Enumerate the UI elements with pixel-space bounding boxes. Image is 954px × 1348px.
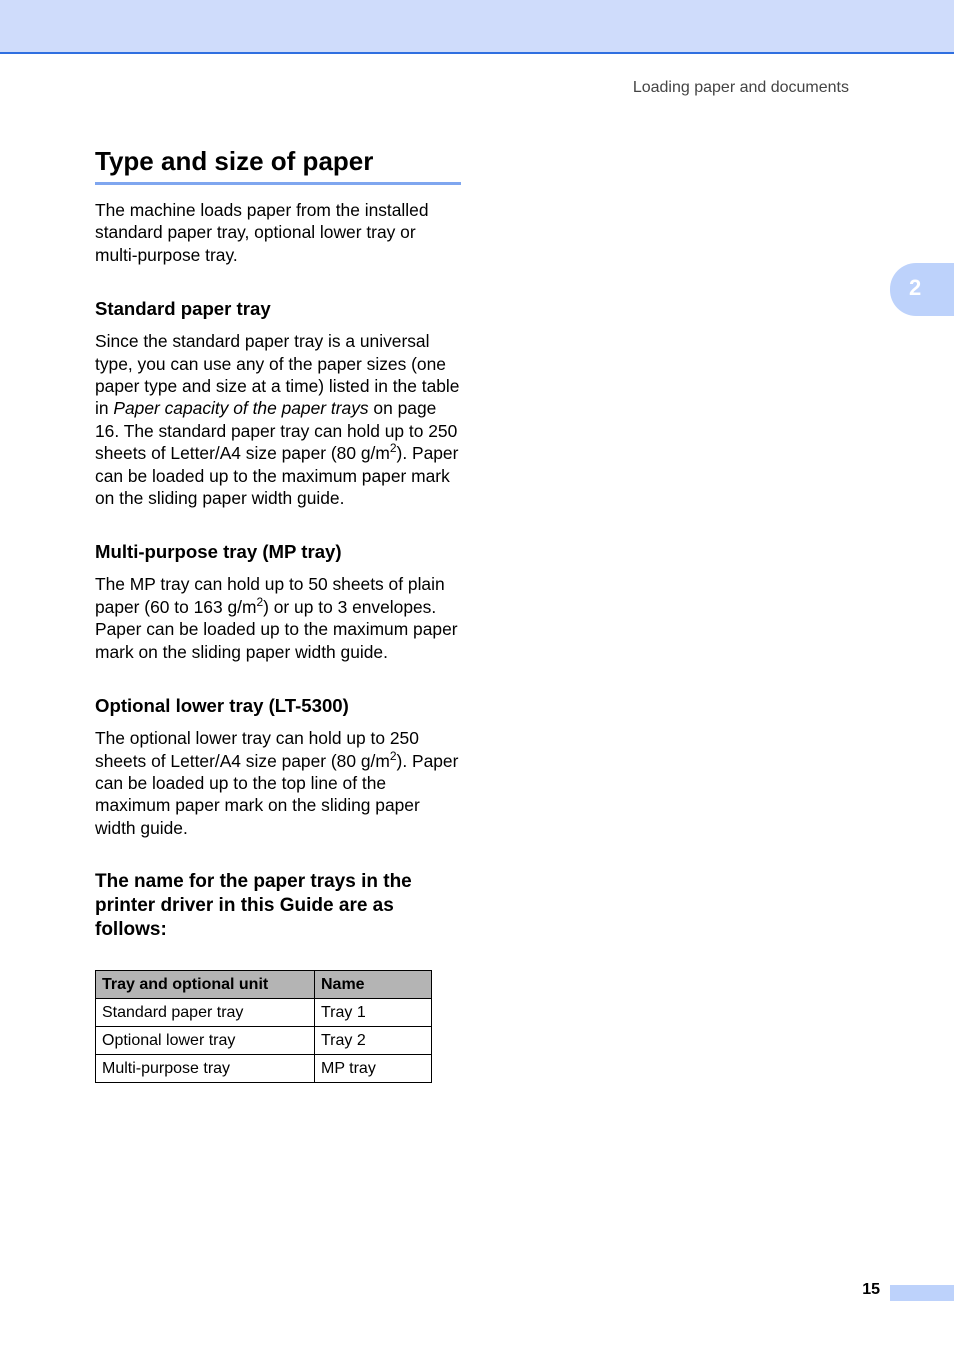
standard-tray-heading: Standard paper tray (95, 298, 271, 320)
mp-tray-text-a: The MP tray can hold up to 50 sheets of plain paper (60 to 163 g/m (95, 574, 445, 617)
section-intro: The machine loads paper from the installed standard paper tray, optional lower tray or multi-purpose tray. (95, 200, 429, 265)
section-title: Type and size of paper (95, 142, 461, 185)
table-cell: Tray 2 (315, 1027, 432, 1055)
paper-capacity-reference: Paper capacity of the paper trays (113, 398, 369, 419)
mp-tray-text (95, 573, 461, 663)
chapter-tab (890, 263, 954, 316)
tray-names-table (95, 970, 432, 1083)
lower-tray-text (95, 727, 461, 839)
lower-tray-heading: Optional lower tray (LT-5300) (95, 695, 349, 717)
table-row (96, 1055, 432, 1083)
lower-tray-text-a: The optional lower tray can hold up to 250 sheets of Letter/A4 size paper (80 g/m (95, 728, 419, 771)
table-row (96, 999, 432, 1027)
table-header-cell: Name (315, 971, 432, 999)
standard-tray-text (95, 330, 461, 509)
table-cell: MP tray (315, 1055, 432, 1083)
page-number: 15 (862, 1281, 880, 1298)
table-cell: Standard paper tray (96, 999, 315, 1027)
table-cell: Tray 1 (315, 999, 432, 1027)
table-cell: Optional lower tray (96, 1027, 315, 1055)
top-header-band (0, 0, 954, 54)
page-number-bar (890, 1285, 954, 1301)
tray-names-heading: The name for the paper trays in the printer driver in this Guide are as follows: (95, 871, 412, 941)
standard-tray-text-c: ). Paper can be loaded up to the maximum paper mark on the sliding paper width guide. (95, 443, 459, 509)
mp-tray-text-b: ) or up to 3 envelopes. Paper can be loaded up to the maximum paper mark on the sliding paper width guide. (95, 596, 458, 662)
table-row (96, 1027, 432, 1055)
lower-tray-text-b: ). Paper can be loaded up to the top line of the maximum paper mark on the sliding paper width guide. (95, 750, 459, 838)
standard-tray-text-b: on page 16. The standard paper tray can hold up to 250 sheets of Letter/A4 size paper (80 g/m (95, 398, 458, 464)
table-header-row (96, 971, 432, 999)
table-header-cell: Tray and optional unit (96, 971, 315, 999)
table-cell: Multi-purpose tray (96, 1055, 315, 1083)
superscript-2: 2 (389, 748, 397, 763)
running-header: Loading paper and documents (632, 79, 849, 96)
superscript-2: 2 (389, 441, 397, 456)
mp-tray-heading: Multi-purpose tray (MP tray) (95, 541, 342, 563)
superscript-2: 2 (256, 594, 264, 609)
chapter-number: 2 (909, 275, 922, 300)
standard-tray-text-a: Since the standard paper tray is a universal type, you can use any of the paper sizes (one paper type and size at a time) listed in the table in (95, 331, 460, 419)
main-content (95, 142, 461, 1083)
